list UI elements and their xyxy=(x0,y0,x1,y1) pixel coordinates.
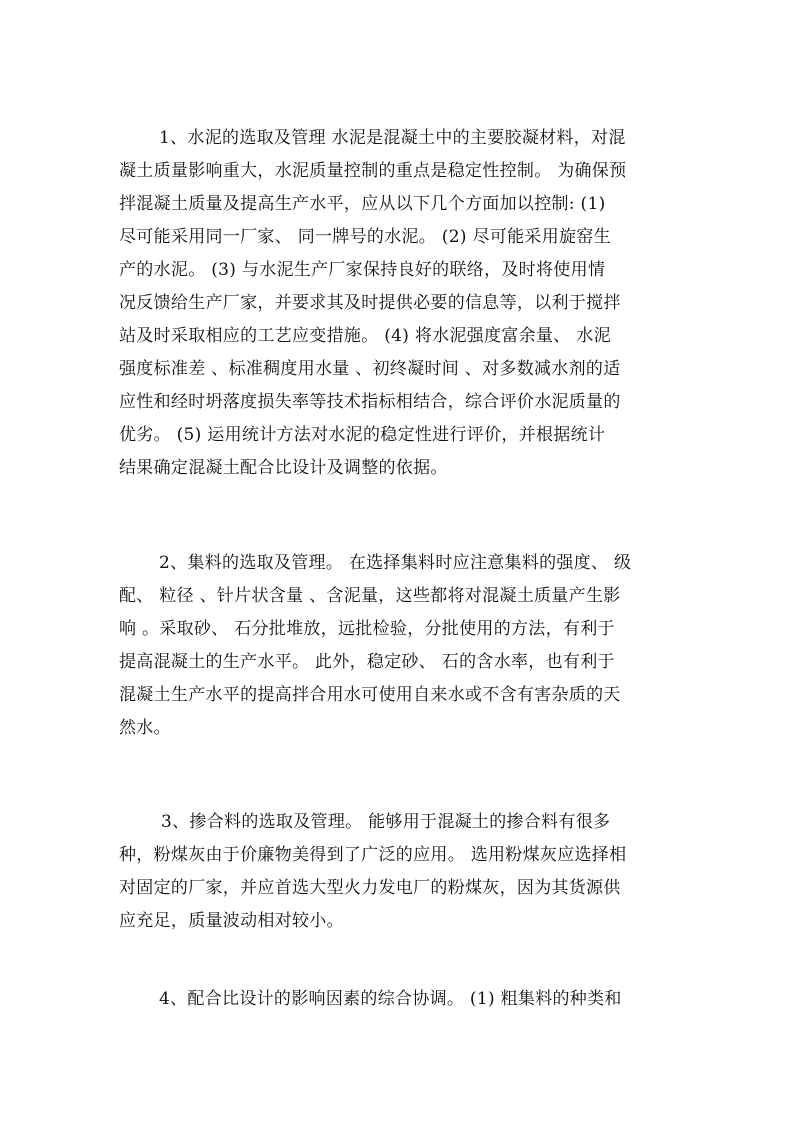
paragraph-line: 产的水泥。 (3) 与水泥生产厂家保持良好的联络，及时将使用情 xyxy=(119,260,606,280)
paragraph-line: 1、水泥的选取及管理 水泥是混凝土中的主要胶凝材料，对混 xyxy=(159,128,626,148)
paragraph-line: 然水。 xyxy=(119,718,171,738)
paragraph-line: 拌混凝土质量及提高生产水平，应从以下几个方面加以控制: (1) xyxy=(119,194,606,214)
paragraph-line: 凝土质量影响重大，水泥质量控制的重点是稳定性控制。 为确保预 xyxy=(119,161,627,181)
paragraph-line: 提高混凝土的生产水平。 此外，稳定砂、 石的含水率，也有利于 xyxy=(119,652,615,672)
paragraph-line: 3、掺合料的选取及管理。 能够用于混凝土的掺合料有很多 xyxy=(161,812,611,832)
paragraph-line: 优劣。 (5) 运用统计方法对水泥的稳定性进行评价，并根据统计 xyxy=(119,425,606,445)
paragraph-line: 尽可能采用同一厂家、 同一牌号的水泥。 (2) 尽可能采用旋窑生 xyxy=(119,227,611,247)
paragraph-line: 响 。采取砂、 石分批堆放，远批检验，分批使用的方法，有利于 xyxy=(119,619,615,639)
paragraph-line: 4、配合比设计的影响因素的综合协调。 (1) 粗集料的种类和 xyxy=(159,989,622,1009)
paragraph-line: 种，粉煤灰由于价廉物美得到了广泛的应用。 选用粉煤灰应选择相 xyxy=(119,845,627,865)
paragraph-line: 2、集料的选取及管理。 在选择集料时应注意集料的强度、 级 xyxy=(159,553,632,573)
paragraph-line: 对固定的厂家，并应首选大型火力发电厂的粉煤灰，因为其货源供 xyxy=(119,878,621,898)
paragraph-line: 应性和经时坍落度损失率等技术指标相结合，综合评价水泥质量的 xyxy=(119,392,621,412)
paragraph-line: 况反馈给生产厂家，并要求其及时提供必要的信息等，以利于搅拌 xyxy=(119,293,621,313)
paragraph-line: 应充足，质量波动相对较小。 xyxy=(119,911,344,931)
paragraph-line: 混凝土生产水平的提高拌合用水可使用自来水或不含有害杂质的天 xyxy=(119,685,621,705)
paragraph-line: 强度标准差 、标准稠度用水量 、初终凝时间 、对多数减水剂的适 xyxy=(119,359,621,379)
paragraph-line: 站及时采取相应的工艺应变措施。 (4) 将水泥强度富余量、 水泥 xyxy=(119,326,611,346)
paragraph-line: 结果确定混凝土配合比设计及调整的依据。 xyxy=(119,458,448,478)
paragraph-line: 配、 粒径 、针片状含量 、含泥量，这些都将对混凝土质量产生影 xyxy=(119,586,621,606)
